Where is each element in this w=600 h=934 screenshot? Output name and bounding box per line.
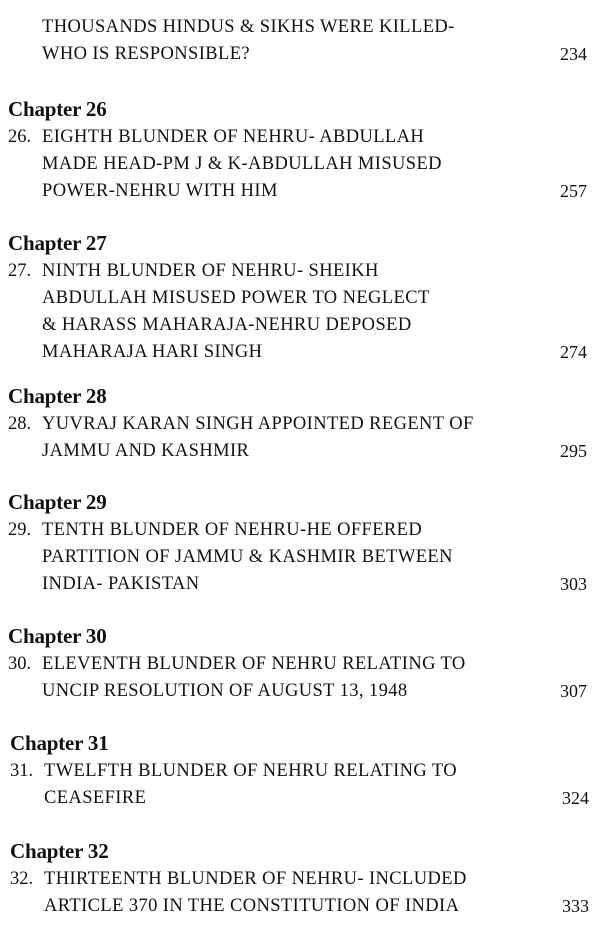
toc-entry (8, 517, 593, 598)
entry-number: 27. (8, 261, 32, 281)
entry-title (42, 411, 512, 465)
chapter-heading: Chapter 26 (8, 97, 107, 121)
entry-title-line: THIRTEENTH BLUNDER OF NEHRU- INCLUDED (44, 869, 467, 889)
chapter-heading: Chapter 30 (8, 624, 107, 648)
entry-title-line: TENTH BLUNDER OF NEHRU-HE OFFERED (42, 520, 423, 540)
entry-title (44, 866, 514, 920)
chapter-28 (8, 383, 593, 465)
entry-title (42, 517, 512, 598)
chapter-31 (10, 730, 595, 812)
toc-entry (8, 651, 593, 705)
entry-title-line: CEASEFIRE (44, 788, 147, 808)
entry-page-number: 274 (560, 342, 587, 362)
entry-title-line: NINTH BLUNDER OF NEHRU- SHEIKH (42, 261, 379, 281)
entry-title-line: PARTITION OF JAMMU & KASHMIR BETWEEN (42, 547, 453, 567)
chapter-30 (8, 623, 593, 705)
entry-page-number: 307 (560, 681, 587, 701)
entry-page-number: 234 (560, 44, 587, 64)
chapter-27 (8, 230, 593, 366)
entry-page-number: 303 (560, 574, 587, 594)
entry-page-number: 324 (562, 788, 589, 808)
toc-entry-continued (8, 14, 593, 68)
chapter-heading: Chapter 27 (8, 231, 107, 255)
entry-title-line: TWELFTH BLUNDER OF NEHRU RELATING TO (44, 761, 457, 781)
entry-title-line: MADE HEAD-PM J & K-ABDULLAH MISUSED (42, 154, 442, 174)
entry-number: 29. (8, 520, 32, 540)
entry-number: 28. (8, 414, 32, 434)
entry-title-line: YUVRAJ KARAN SINGH APPOINTED REGENT OF (42, 414, 474, 434)
entry-title-line: JAMMU AND KASHMIR (42, 441, 250, 461)
chapter-heading: Chapter 32 (10, 839, 109, 863)
chapter-heading: Chapter 28 (8, 384, 107, 408)
chapter-heading: Chapter 29 (8, 490, 107, 514)
entry-title-line: WHO IS RESPONSIBLE? (42, 44, 251, 64)
toc-entry (8, 258, 593, 366)
entry-number: 31. (10, 761, 34, 781)
entry-title (42, 124, 512, 205)
entry-number: 30. (8, 654, 32, 674)
entry-title (42, 14, 512, 68)
entry-title-line: ELEVENTH BLUNDER OF NEHRU RELATING TO (42, 654, 466, 674)
chapter-29 (8, 489, 593, 598)
entry-number: 26. (8, 127, 32, 147)
entry-title (42, 651, 512, 705)
chapter-32 (10, 838, 595, 920)
toc-entry (8, 124, 593, 205)
entry-title-line: POWER-NEHRU WITH HIM (42, 181, 278, 201)
entry-page-number: 257 (560, 181, 587, 201)
entry-title-line: ABDULLAH MISUSED POWER TO NEGLECT (42, 288, 430, 308)
toc-entry (10, 866, 595, 920)
entry-page-number: 333 (562, 896, 589, 916)
entry-page-number: 295 (560, 441, 587, 461)
toc-entry (8, 411, 593, 465)
entry-title-line: MAHARAJA HARI SINGH (42, 342, 263, 362)
toc-entry (8, 14, 593, 68)
chapter-heading: Chapter 31 (10, 731, 109, 755)
entry-title (42, 258, 512, 366)
entry-title-line: UNCIP RESOLUTION OF AUGUST 13, 1948 (42, 681, 408, 701)
entry-title-line: ARTICLE 370 IN THE CONSTITUTION OF INDIA (44, 896, 460, 916)
chapter-26 (8, 96, 593, 205)
entry-title (44, 758, 514, 812)
entry-title-line: & HARASS MAHARAJA-NEHRU DEPOSED (42, 315, 412, 335)
entry-title-line: THOUSANDS HINDUS & SIKHS WERE KILLED- (42, 17, 455, 37)
entry-number: 32. (10, 869, 34, 889)
entry-title-line: INDIA- PAKISTAN (42, 574, 200, 594)
toc-entry (10, 758, 595, 812)
entry-title-line: EIGHTH BLUNDER OF NEHRU- ABDULLAH (42, 127, 425, 147)
